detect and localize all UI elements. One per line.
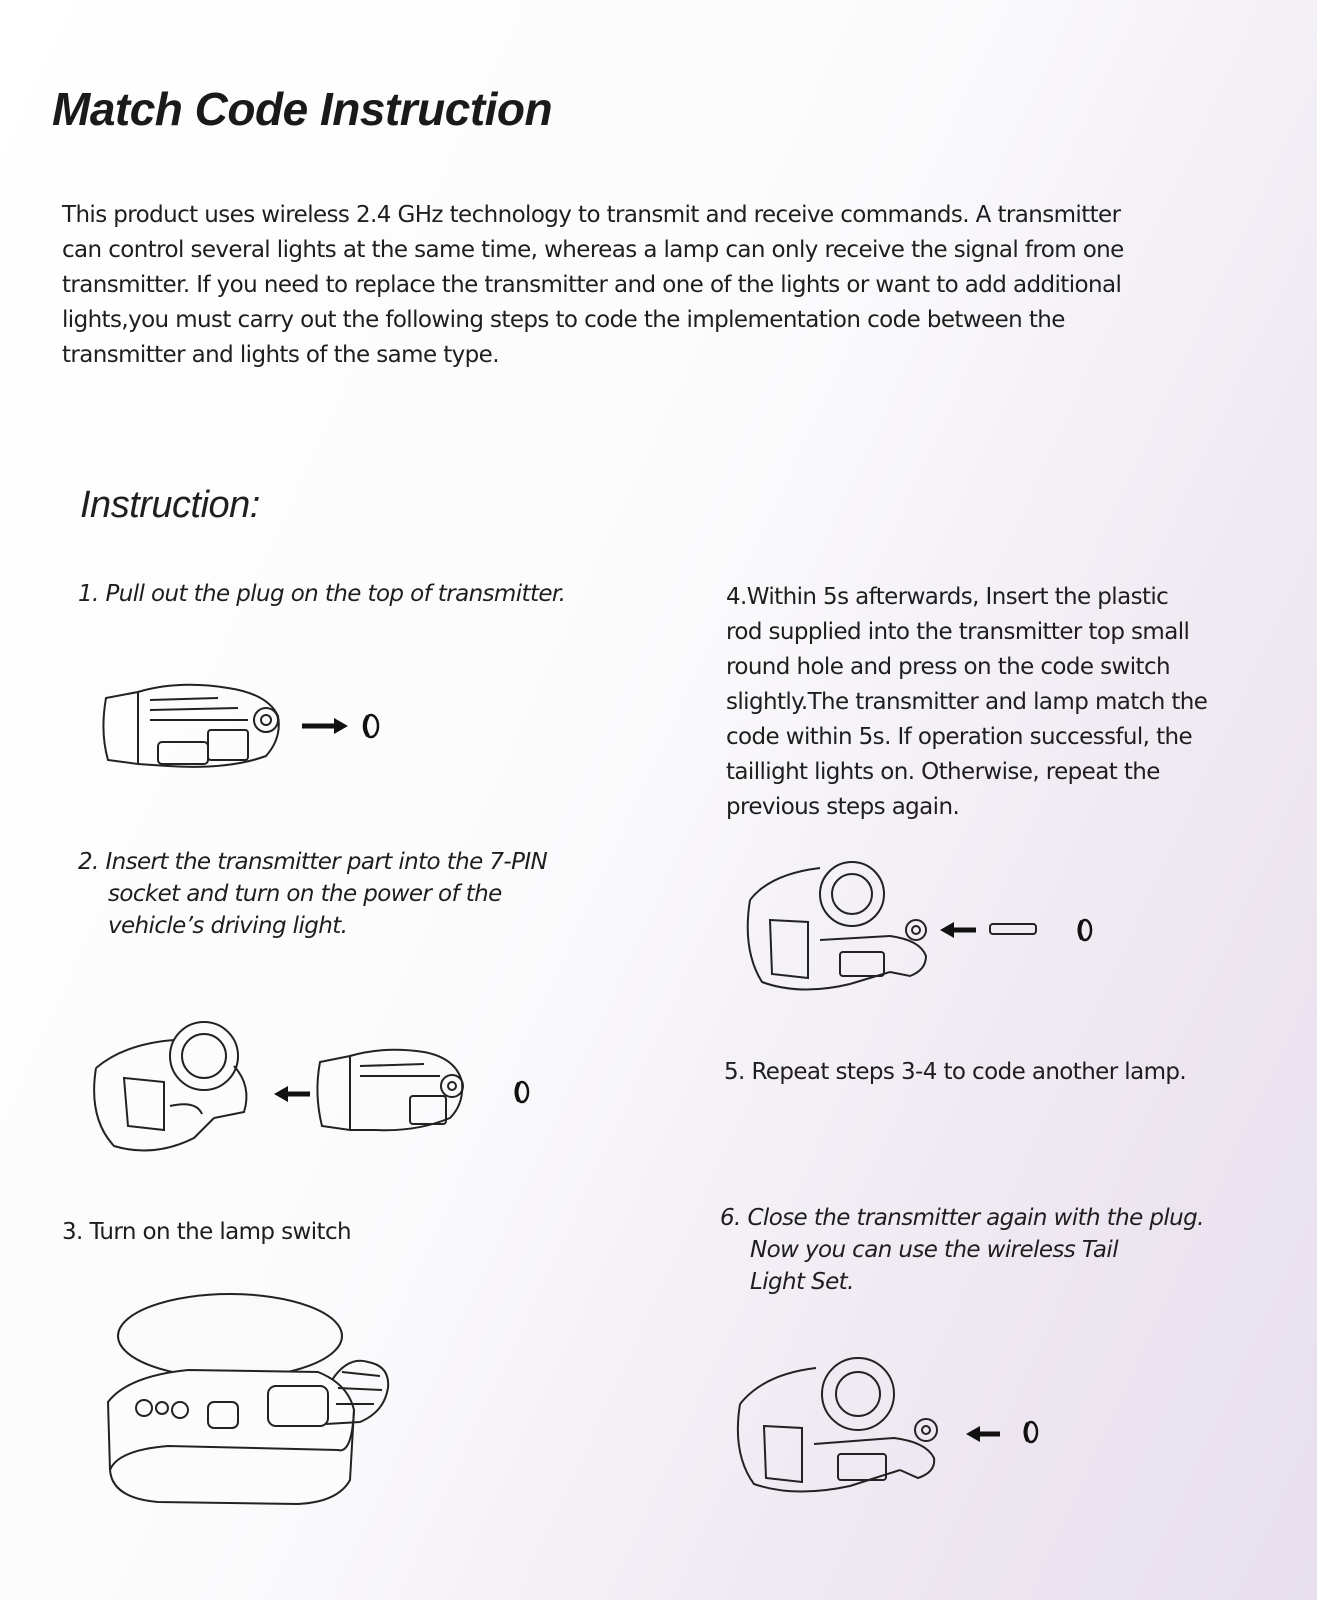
step-line: 3. Turn on the lamp switch	[62, 1219, 351, 1245]
lamp-switch-press-icon	[98, 1290, 398, 1510]
insert-transmitter-into-socket-icon	[84, 1018, 544, 1158]
step-6-text	[720, 1202, 1204, 1298]
insert-rod-into-transmitter-icon	[740, 860, 1100, 1000]
intro-line: transmitter. If you need to replace the transmitter and one of the lights or want to add additional	[62, 272, 1122, 298]
step-line: Light Set.	[750, 1269, 854, 1295]
step-3-text	[62, 1216, 351, 1248]
intro-line: can control several lights at the same time, whereas a lamp can only receive the signal from one	[62, 237, 1124, 263]
intro-line: lights,you must carry out the following steps to code the implementation code between the	[62, 307, 1065, 333]
intro-line: transmitter and lights of the same type.	[62, 342, 499, 368]
step-line: 5. Repeat steps 3-4 to code another lamp.	[724, 1059, 1187, 1085]
step-1-text	[78, 578, 565, 610]
step-4-text	[726, 580, 1207, 825]
step-line: slightly.The transmitter and lamp match the	[726, 689, 1208, 715]
page-title: Match Code Instruction	[52, 83, 553, 135]
intro-line: This product uses wireless 2.4 GHz technology to transmit and receive commands. A transmitter	[62, 202, 1121, 228]
transmitter-with-plug-removed-icon	[98, 676, 398, 776]
step-line: code within 5s. If operation successful, the	[726, 724, 1193, 750]
step-line: Now you can use the wireless Tail	[750, 1237, 1119, 1263]
step-line: vehicle’s driving light.	[108, 913, 348, 939]
step-line: round hole and press on the code switch	[726, 654, 1170, 680]
step-line: 1. Pull out the plug on the top of transmitter.	[78, 581, 566, 607]
step-line: taillight lights on. Otherwise, repeat the	[726, 759, 1160, 785]
step-line: previous steps again.	[726, 794, 960, 820]
close-transmitter-with-plug-icon	[730, 1350, 1050, 1500]
intro-paragraph	[62, 198, 1262, 373]
step-5-text	[724, 1056, 1186, 1088]
step-2-text	[78, 846, 547, 942]
step-line: 4.Within 5s afterwards, Insert the plastic	[726, 584, 1169, 610]
step-line: 2. Insert the transmitter part into the 7-PIN	[78, 849, 548, 875]
step-line: 6. Close the transmitter again with the plug.	[720, 1205, 1204, 1231]
step-line: rod supplied into the transmitter top small	[726, 619, 1190, 645]
step-line: socket and turn on the power of the	[108, 881, 502, 907]
section-subtitle: Instruction:	[80, 484, 260, 526]
